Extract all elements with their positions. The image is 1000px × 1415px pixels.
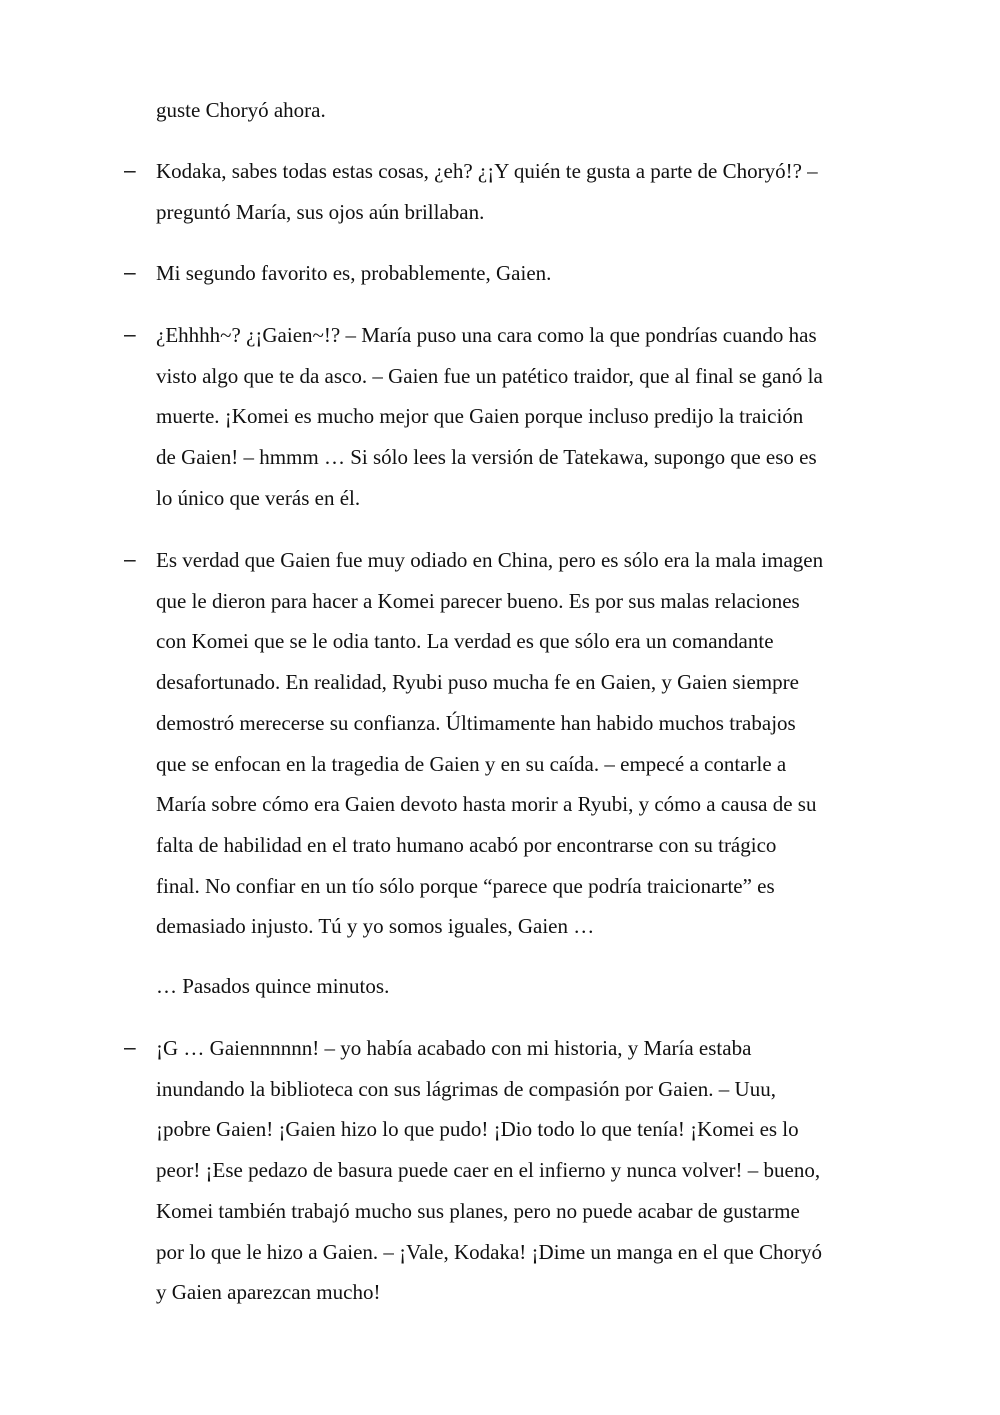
text-line: final. No confiar en un tío sólo porque “parece que podría traicionarte” es — [156, 873, 775, 898]
paragraph-3 — [156, 253, 908, 294]
text-line: desafortunado. En realidad, Ryubi puso mucha fe en Gaien, y Gaien siempre — [156, 670, 799, 695]
text-line: demostró merecerse su confianza. Últimamente han habido muchos trabajos — [156, 710, 796, 735]
text-line: inundando la biblioteca con sus lágrimas de compasión por Gaien. – Uuu, — [156, 1076, 776, 1101]
paragraph-5 — [156, 540, 908, 947]
text-line: ¡G … Gaiennnnnn! – yo había acabado con mi historia, y María estaba — [156, 1036, 752, 1060]
paragraph-7 — [156, 1028, 908, 1313]
text-line: que le dieron para hacer a Komei parecer bueno. Es por sus malas relaciones — [156, 588, 800, 613]
text-line: Kodaka, sabes todas estas cosas, ¿eh? ¿¡Y quién te gusta a parte de Choryó!? – — [156, 159, 818, 183]
text-line: demasiado injusto. Tú y yo somos iguales, Gaien … — [156, 914, 595, 939]
dialogue-dash: – — [124, 548, 136, 571]
text-line: muerte. ¡Komei es mucho mejor que Gaien porque incluso predijo la traición — [156, 404, 804, 429]
text-line: visto algo que te da asco. – Gaien fue un patético traidor, que al final se ganó la — [156, 363, 823, 388]
paragraph-2 — [156, 151, 908, 232]
text-line: Komei también trabajó mucho sus planes, pero no puede acabar de gustarme — [156, 1198, 800, 1223]
text-line: … Pasados quince minutos. — [156, 974, 390, 998]
text-line: Mi segundo favorito es, probablemente, Gaien. — [156, 261, 552, 285]
dialogue-dash: – — [124, 159, 136, 182]
text-line: y Gaien aparezcan mucho! — [156, 1280, 381, 1305]
text-line: peor! ¡Ese pedazo de basura puede caer en el infierno y nunca volver! – bueno, — [156, 1158, 821, 1183]
paragraph-4 — [156, 315, 908, 519]
text-line: de Gaien! – hmmm … Si sólo lees la versión de Tatekawa, supongo que eso es — [156, 445, 817, 470]
text-line: guste Choryó ahora. — [156, 98, 326, 122]
text-line: Es verdad que Gaien fue muy odiado en China, pero es sólo era la mala imagen — [156, 548, 824, 572]
text-line: María sobre cómo era Gaien devoto hasta morir a Ryubi, y cómo a causa de su — [156, 792, 817, 817]
text-line: falta de habilidad en el trato humano acabó por encontrarse con su trágico — [156, 832, 777, 857]
paragraph-6 — [156, 966, 908, 1007]
text-line: lo único que verás en él. — [156, 485, 361, 510]
dialogue-dash: – — [124, 261, 136, 284]
dialogue-dash: – — [124, 323, 136, 346]
text-line: preguntó María, sus ojos aún brillaban. — [156, 199, 485, 224]
text-line: que se enfocan en la tragedia de Gaien y en su caída. – empecé a contarle a — [156, 751, 787, 776]
text-line: ¡pobre Gaien! ¡Gaien hizo lo que pudo! ¡Dio todo lo que tenía! ¡Komei es lo — [156, 1117, 799, 1142]
text-line: por lo que le hizo a Gaien. – ¡Vale, Kodaka! ¡Dime un manga en el que Choryó — [156, 1239, 822, 1264]
dialogue-dash: – — [124, 1036, 136, 1059]
text-line: ¿Ehhhh~? ¿¡Gaien~!? – María puso una cara como la que pondrías cuando has — [156, 323, 817, 347]
text-line: con Komei que se le odia tanto. La verdad es que sólo era un comandante — [156, 629, 774, 654]
paragraph-1 — [156, 90, 908, 131]
